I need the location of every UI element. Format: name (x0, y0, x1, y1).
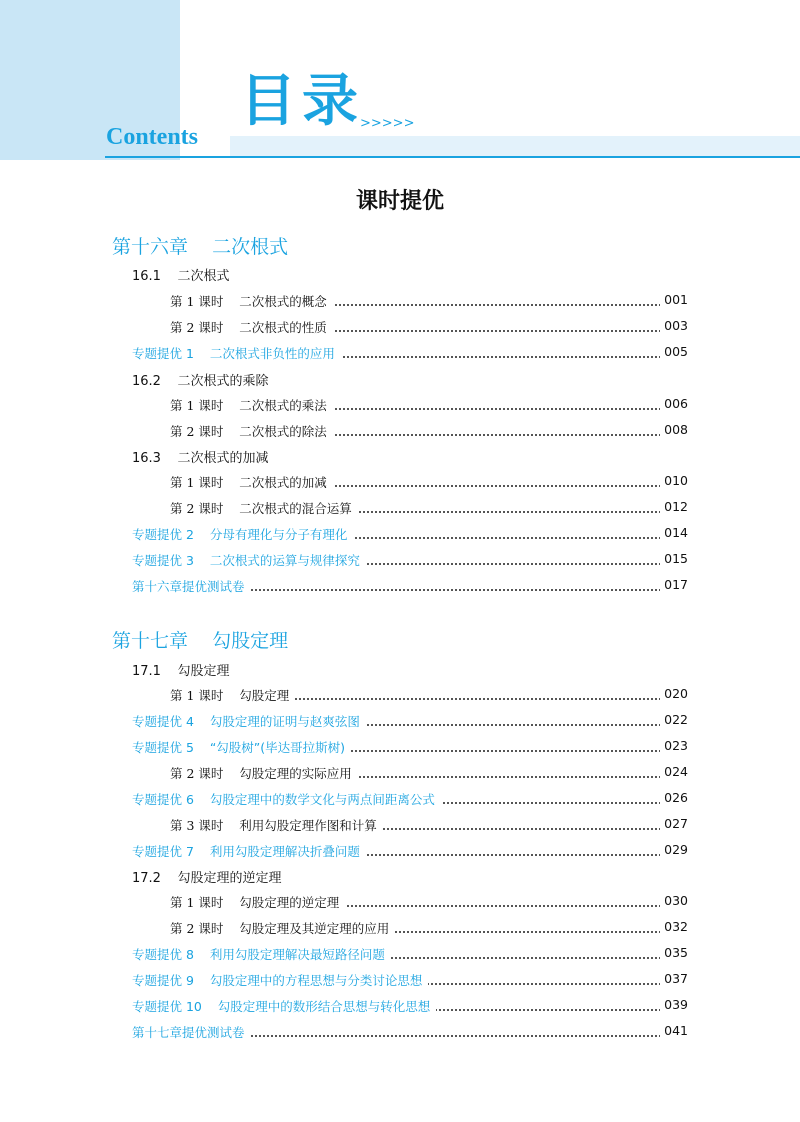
arrows-decoration: >>>>> (360, 116, 415, 131)
toc-entry[interactable] (0, 499, 800, 519)
toc-entry-label: 第 2 课时 二次根式的混合运算 (170, 499, 358, 517)
toc-entry-label: 第十七章提优测试卷 (132, 1023, 251, 1041)
header-band (230, 136, 800, 156)
toc-entry-label: 第 1 课时 二次根式的加减 (170, 473, 333, 491)
toc-entry-label: 第 3 课时 利用勾股定理作图和计算 (170, 816, 383, 834)
toc-entry[interactable] (0, 842, 800, 862)
toc-entry[interactable] (0, 318, 800, 338)
toc-entry[interactable] (0, 292, 800, 312)
toc-page-number: 015 (660, 551, 688, 566)
toc-entry[interactable] (0, 764, 800, 784)
toc-entry[interactable] (0, 893, 800, 913)
toc-entry-label: 专题提优 8 利用勾股定理解决最短路径问题 (132, 945, 391, 963)
toc-entry[interactable] (0, 738, 800, 758)
toc-page-number: 041 (660, 1023, 688, 1038)
toc-entry-label: 第 2 课时 二次根式的除法 (170, 422, 333, 440)
toc-entry[interactable] (0, 919, 800, 939)
toc-entry[interactable] (0, 422, 800, 442)
chapter-title: 第十六章 二次根式 (112, 236, 289, 258)
toc-page-number: 023 (660, 738, 688, 753)
toc-page-number: 014 (660, 525, 688, 540)
toc-entry-label: 第 1 课时 二次根式的乘法 (170, 396, 333, 414)
toc-page-number: 037 (660, 971, 688, 986)
toc-page-number: 024 (660, 764, 688, 779)
toc-entry[interactable] (0, 1023, 800, 1043)
toc-entry-label: 专题提优 3 二次根式的运算与规律探究 (132, 551, 366, 569)
toc-entry-label: 专题提优 2 分母有理化与分子有理化 (132, 525, 353, 543)
toc-entry-label: 专题提优 10 勾股定理中的数形结合思想与转化思想 (132, 997, 436, 1015)
toc-entry-label: 第十六章提优测试卷 (132, 577, 251, 595)
toc-page-number: 020 (660, 686, 688, 701)
toc-page-number: 027 (660, 816, 688, 831)
toc-page-number: 017 (660, 577, 688, 592)
toc-entry[interactable] (0, 577, 800, 597)
page-title-english: Contents (106, 124, 199, 150)
toc-entry[interactable] (0, 551, 800, 571)
toc-entry-label: 专题提优 6 勾股定理中的数学文化与两点间距离公式 (132, 790, 441, 808)
toc-entry-label: 第 1 课时 二次根式的概念 (170, 292, 333, 310)
toc-entry-label: 专题提优 9 勾股定理中的方程思想与分类讨论思想 (132, 971, 428, 989)
section-title: 课时提优 (355, 188, 444, 214)
toc-page-number: 006 (660, 396, 688, 411)
toc-page-number: 039 (660, 997, 688, 1012)
page-title: 目录 (240, 69, 364, 134)
toc-entry[interactable] (0, 525, 800, 545)
toc-entry[interactable] (0, 790, 800, 810)
toc-entry-label: 第 1 课时 勾股定理的逆定理 (170, 893, 345, 911)
toc-entry-label: 专题提优 1 二次根式非负性的应用 (132, 344, 341, 362)
toc-entry-label: 专题提优 7 利用勾股定理解决折叠问题 (132, 842, 366, 860)
toc-section: 16.3 二次根式的加减 (132, 451, 269, 466)
toc-entry-label: 第 2 课时 勾股定理的实际应用 (170, 764, 358, 782)
toc-entry[interactable] (0, 473, 800, 493)
toc-page-number: 005 (660, 344, 688, 359)
toc-section: 16.1 二次根式 (132, 269, 230, 284)
toc-page-number: 008 (660, 422, 688, 437)
toc-entry[interactable] (0, 816, 800, 836)
toc-page-number: 026 (660, 790, 688, 805)
toc-section: 16.2 二次根式的乘除 (132, 374, 269, 389)
toc-page-number: 012 (660, 499, 688, 514)
toc-entry[interactable] (0, 712, 800, 732)
toc-page-number: 035 (660, 945, 688, 960)
toc-page-number: 010 (660, 473, 688, 488)
toc-entry[interactable] (0, 945, 800, 965)
toc-entry-label: 第 2 课时 二次根式的性质 (170, 318, 333, 336)
toc-entry[interactable] (0, 344, 800, 364)
toc-entry-label: 第 2 课时 勾股定理及其逆定理的应用 (170, 919, 395, 937)
toc-entry-label: 第 1 课时 勾股定理 (170, 686, 295, 704)
toc-section: 17.2 勾股定理的逆定理 (132, 871, 282, 886)
toc-page-number: 029 (660, 842, 688, 857)
toc-section: 17.1 勾股定理 (132, 664, 230, 679)
toc-page-number: 032 (660, 919, 688, 934)
toc-entry-label: 专题提优 5 “勾股树”(毕达哥拉斯树) (132, 738, 351, 756)
toc-entry[interactable] (0, 997, 800, 1017)
toc-page-number: 001 (660, 292, 688, 307)
toc-entry[interactable] (0, 396, 800, 416)
chapter-title: 第十七章 勾股定理 (112, 630, 289, 652)
toc-entry[interactable] (0, 971, 800, 991)
toc-page-number: 030 (660, 893, 688, 908)
toc-page-number: 022 (660, 712, 688, 727)
header-rule (105, 156, 800, 158)
toc-entry-label: 专题提优 4 勾股定理的证明与赵爽弦图 (132, 712, 366, 730)
toc-entry[interactable] (0, 686, 800, 706)
toc-page-number: 003 (660, 318, 688, 333)
